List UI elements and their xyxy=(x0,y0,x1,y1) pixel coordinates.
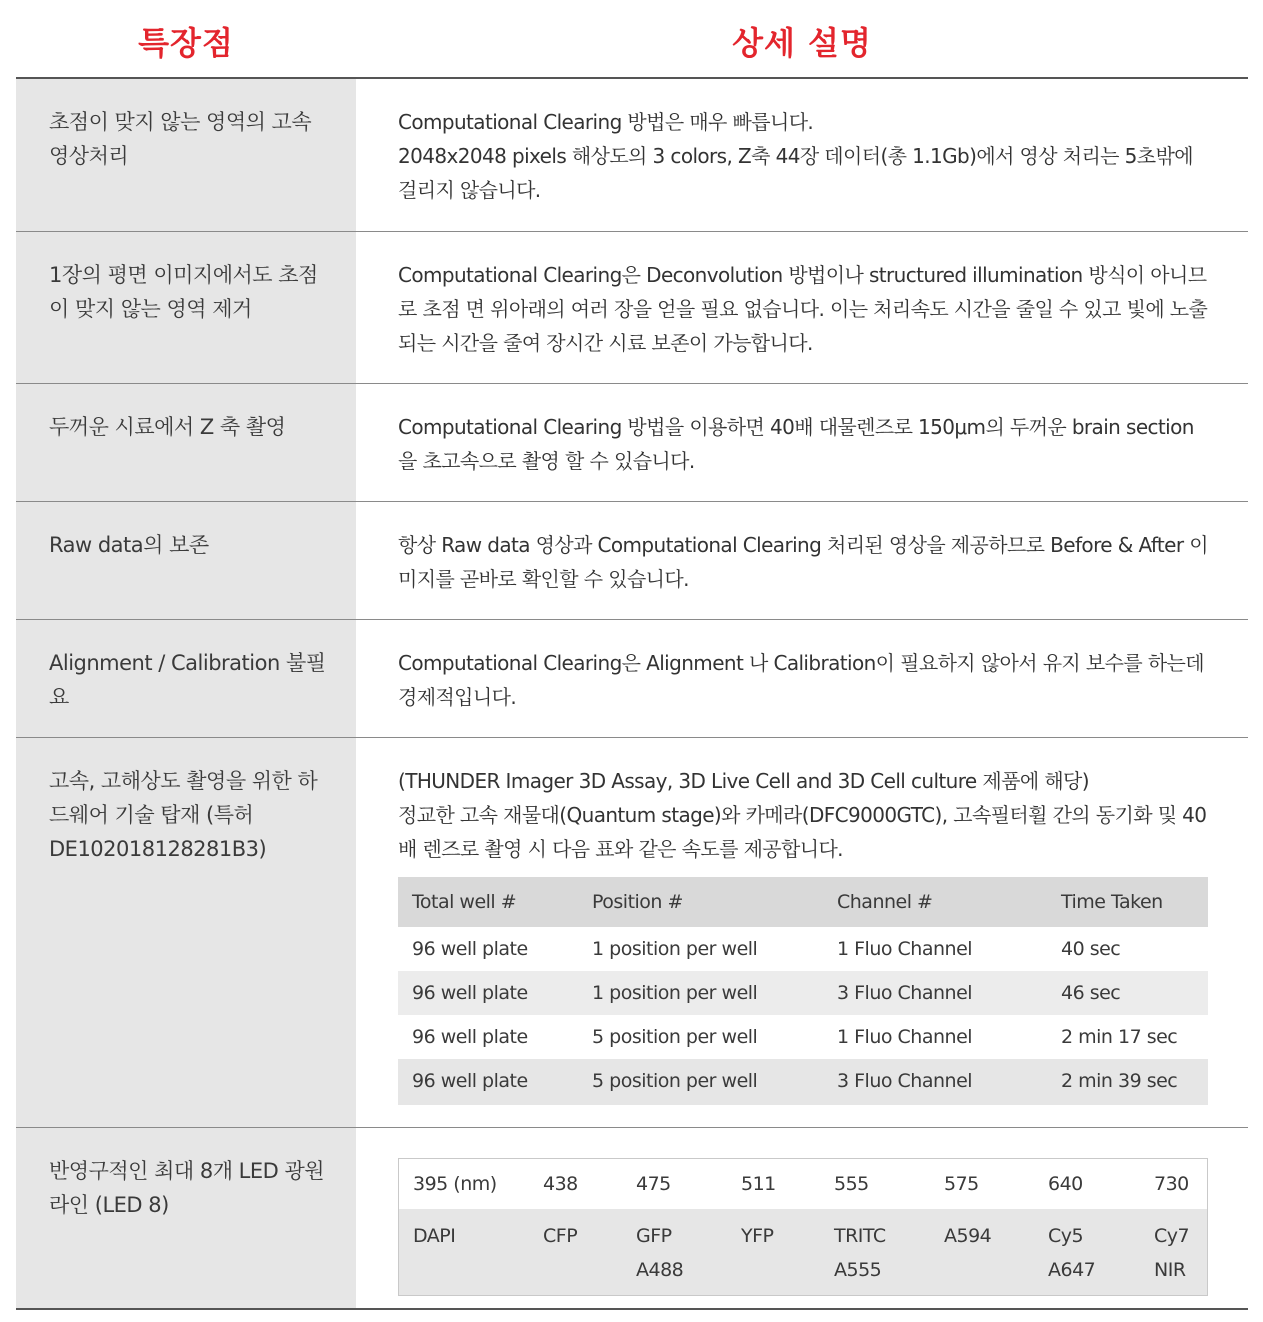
wavelength-cell: 555 xyxy=(834,1173,869,1195)
speed-table xyxy=(398,877,1208,1105)
fluorophore-label: Cy5 xyxy=(1048,1225,1084,1247)
detail-cell xyxy=(356,384,1248,501)
wavelength-cell: 475 xyxy=(636,1173,671,1195)
fluorophore-label: A647 xyxy=(1048,1259,1096,1281)
wavelength-cell: 511 xyxy=(741,1173,776,1195)
speed-cell: 96 well plate xyxy=(412,1026,528,1048)
led-fluorophore-row xyxy=(399,1209,1207,1295)
speed-cell: 40 sec xyxy=(1061,938,1121,960)
fluorophore-cell xyxy=(1034,1219,1140,1287)
speed-cell: 3 Fluo Channel xyxy=(837,1070,973,1092)
wavelength-cell: 438 xyxy=(543,1173,578,1195)
wavelength-cell: 395 (nm) xyxy=(413,1173,497,1195)
feature-cell: 두꺼운 시료에서 Z 축 촬영 xyxy=(16,384,356,501)
feature-cell: Alignment / Calibration 불필요 xyxy=(16,620,356,737)
speed-table-row xyxy=(398,1059,1208,1104)
speed-cell: 1 position per well xyxy=(592,938,758,960)
speed-cell: 2 min 39 sec xyxy=(1061,1070,1178,1092)
speed-cell: 96 well plate xyxy=(412,938,528,960)
fluorophore-cell xyxy=(930,1219,1034,1287)
speed-table-row xyxy=(398,1015,1208,1059)
detail-text: 정교한 고속 재물대(Quantum stage)와 카메라(DFC9000GTC), 고속필터휠 간의 동기화 및 40배 렌즈로 촬영 시 다음 표와 같은 속도를 제공합니다. xyxy=(398,803,1207,861)
fluorophore-label: TRITC xyxy=(834,1225,886,1247)
detail-cell xyxy=(356,738,1248,1127)
fluorophore-label: A594 xyxy=(944,1225,992,1247)
led-wavelength-row xyxy=(399,1159,1207,1209)
fluorophore-label: YFP xyxy=(741,1225,774,1247)
speed-header-cell: Position # xyxy=(592,891,683,913)
fluorophore-cell xyxy=(399,1219,529,1287)
detail-cell xyxy=(356,79,1248,231)
speed-cell: 1 Fluo Channel xyxy=(837,938,973,960)
detail-text: Computational Clearing 방법은 매우 빠릅니다. xyxy=(398,110,814,134)
table-row xyxy=(16,384,1248,502)
table-row xyxy=(16,1128,1248,1310)
detail-text: 항상 Raw data 영상과 Computational Clearing 처리된 영상을 제공하므로 Before & After 이미지를 곧바로 확인할 수 있습니다. xyxy=(398,533,1208,591)
table-row xyxy=(16,738,1248,1128)
detail-cell xyxy=(356,502,1248,619)
speed-table-row xyxy=(398,971,1208,1015)
detail-column-title: 상세 설명 xyxy=(732,24,872,62)
speed-header-cell: Channel # xyxy=(837,891,933,913)
detail-text: (THUNDER Imager 3D Assay, 3D Live Cell and 3D Cell culture 제품에 해당) xyxy=(398,769,1089,793)
fluorophore-label: DAPI xyxy=(413,1225,456,1247)
feature-cell: 초점이 맞지 않는 영역의 고속 영상처리 xyxy=(16,79,356,231)
fluorophore-label: NIR xyxy=(1154,1259,1186,1281)
table-row xyxy=(16,232,1248,384)
speed-table-header xyxy=(398,877,1208,927)
fluorophore-label: A555 xyxy=(834,1259,882,1281)
wavelength-cell: 640 xyxy=(1048,1173,1083,1195)
fluorophore-cell xyxy=(622,1219,727,1287)
fluorophore-cell xyxy=(820,1219,930,1287)
fluorophore-label: A488 xyxy=(636,1259,684,1281)
speed-cell: 96 well plate xyxy=(412,982,528,1004)
detail-text: Computational Clearing은 Alignment 나 Calibration이 필요하지 않아서 유지 보수를 하는데 경제적입니다. xyxy=(398,651,1204,709)
detail-text: Computational Clearing은 Deconvolution 방법이나 structured illumination 방식이 아니므로 초점 면 위아래의 여러 장을 얻을 필요 없습니다. 이는 처리속도 시간을 줄일 수 있고 빛에 노출되는 시간을 줄여 장시간 시료 보존이 가능합니다. xyxy=(398,263,1208,355)
table-header xyxy=(0,0,1263,78)
fluorophore-cell xyxy=(1140,1219,1207,1287)
feature-cell: 고속, 고해상도 촬영을 위한 하드웨어 기술 탑재 (특허 DE102018128281B3) xyxy=(16,738,356,1127)
speed-cell: 5 position per well xyxy=(592,1026,758,1048)
feature-cell: 반영구적인 최대 8개 LED 광원 라인 (LED 8) xyxy=(16,1128,356,1308)
detail-cell xyxy=(356,232,1248,383)
wavelength-cell: 730 xyxy=(1154,1173,1189,1195)
feature-cell: 1장의 평면 이미지에서도 초점이 맞지 않는 영역 제거 xyxy=(16,232,356,383)
feature-table xyxy=(16,79,1248,1310)
fluorophore-label: GFP xyxy=(636,1225,672,1247)
detail-text: Computational Clearing 방법을 이용하면 40배 대물렌즈로 150μm의 두꺼운 brain section을 초고속으로 촬영 할 수 있습니다. xyxy=(398,415,1194,473)
speed-cell: 46 sec xyxy=(1061,982,1121,1004)
fluorophore-label: Cy7 xyxy=(1154,1225,1190,1247)
speed-cell: 1 Fluo Channel xyxy=(837,1026,973,1048)
feature-column-title: 특장점 xyxy=(138,24,234,62)
table-row xyxy=(16,79,1248,232)
speed-table-row xyxy=(398,927,1208,971)
detail-cell xyxy=(356,620,1248,737)
table-row xyxy=(16,620,1248,738)
led-table xyxy=(398,1158,1208,1296)
fluorophore-label: CFP xyxy=(543,1225,578,1247)
feature-cell: Raw data의 보존 xyxy=(16,502,356,619)
fluorophore-cell xyxy=(529,1219,622,1287)
speed-header-cell: Time Taken xyxy=(1061,891,1163,913)
speed-header-cell: Total well # xyxy=(412,891,517,913)
speed-cell: 3 Fluo Channel xyxy=(837,982,973,1004)
speed-cell: 1 position per well xyxy=(592,982,758,1004)
wavelength-cell: 575 xyxy=(944,1173,979,1195)
speed-cell: 5 position per well xyxy=(592,1070,758,1092)
speed-cell: 96 well plate xyxy=(412,1070,528,1092)
table-row xyxy=(16,502,1248,620)
fluorophore-cell xyxy=(727,1219,820,1287)
detail-cell xyxy=(356,1128,1248,1308)
speed-cell: 2 min 17 sec xyxy=(1061,1026,1178,1048)
detail-text: 2048x2048 pixels 해상도의 3 colors, Z축 44장 데이터(총 1.1Gb)에서 영상 처리는 5초밖에 걸리지 않습니다. xyxy=(398,144,1193,202)
